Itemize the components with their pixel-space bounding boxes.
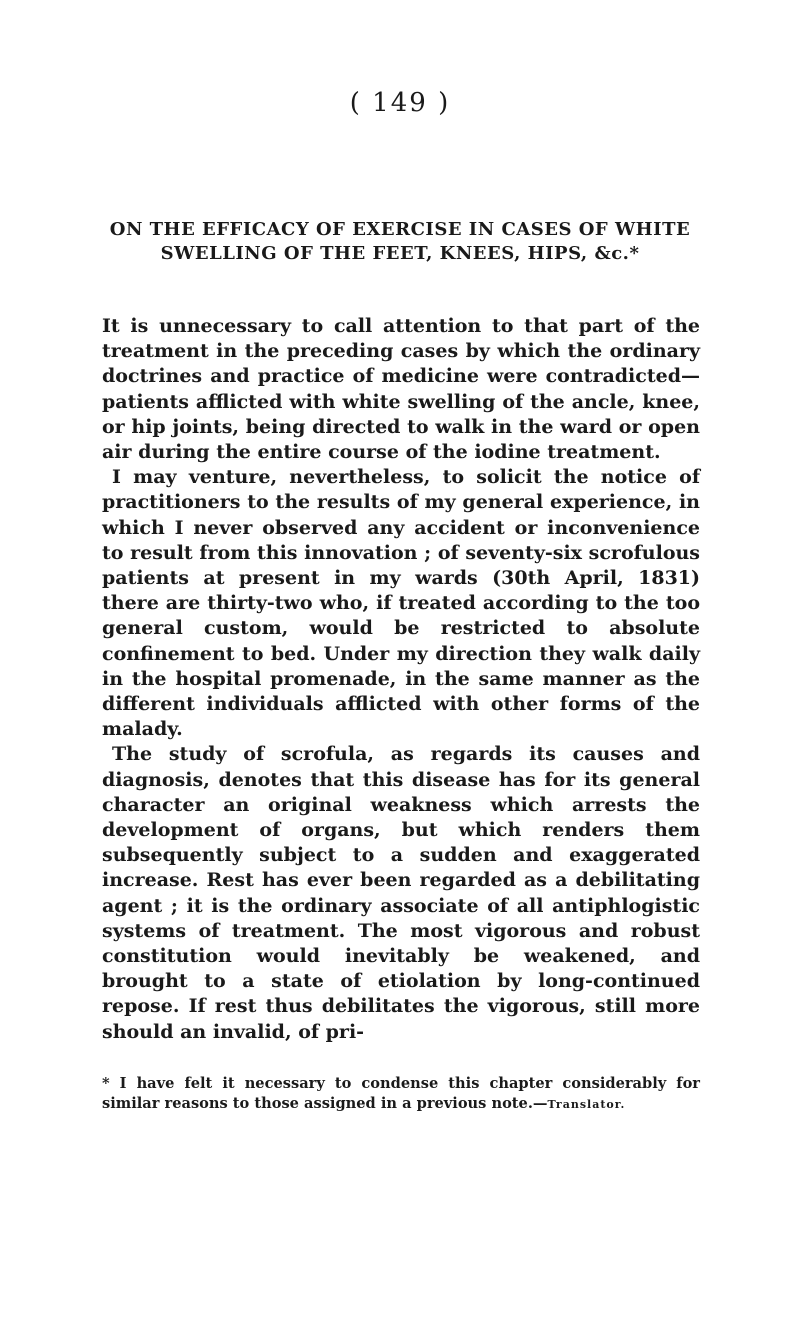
footnote-text: * I have felt it necessary to condense this chapter considerably for similar reasons to those assigned in a previous note.—	[102, 1075, 700, 1112]
heading-line-2: SWELLING OF THE FEET, KNEES, HIPS, &c.*	[160, 243, 640, 264]
paragraph-2: I may venture, nevertheless, to solicit the notice of practitioners to the results of my general experience, in which I never observed any accident or inconvenience to result from this innovation ; of seventy-six scrofulous patients at present in my wards (30th April, 1831) there are thirty-two who, if treated according to the too general custom, would be restricted to absolute confinement to bed. Under my direction they walk daily in the hospital promenade, in the same manner as the different individuals afflicted with other forms of the malady.	[102, 466, 700, 741]
heading-line-1: ON THE EFFICACY OF EXERCISE IN CASES OF WHITE	[109, 219, 691, 240]
paragraph-1: It is unnecessary to call attention to that part of the treatment in the preceding cases by which the ordinary doctrines and practice of medicine were contradicted—patients afflicted with white swelling of the ancle, knee, or hip joints, being directed to walk in the ward or open air during the entire course of the iodine treatment.	[102, 315, 700, 464]
paragraph-3: The study of scrofula, as regards its causes and diagnosis, denotes that this disease has for its general character an original weakness which arrests the development of organs, but which renders them subsequently subject to a sudden and exaggerated increase. Rest has ever been regarded as a debilitating agent ; it is the ordinary associate of all antiphlogistic systems of treatment. The most vigorous and robust constitution would inevitably be weakened, and brought to a state of etiolation by long-continued repose. If rest thus debilitates the vigorous, still more should an invalid, of pri-	[102, 743, 700, 1043]
chapter-heading	[100, 218, 700, 266]
body-text	[102, 314, 700, 1045]
footnote-attribution: Translator.	[547, 1098, 626, 1111]
page-number: ( 149 )	[349, 88, 451, 118]
footnote	[102, 1074, 700, 1115]
